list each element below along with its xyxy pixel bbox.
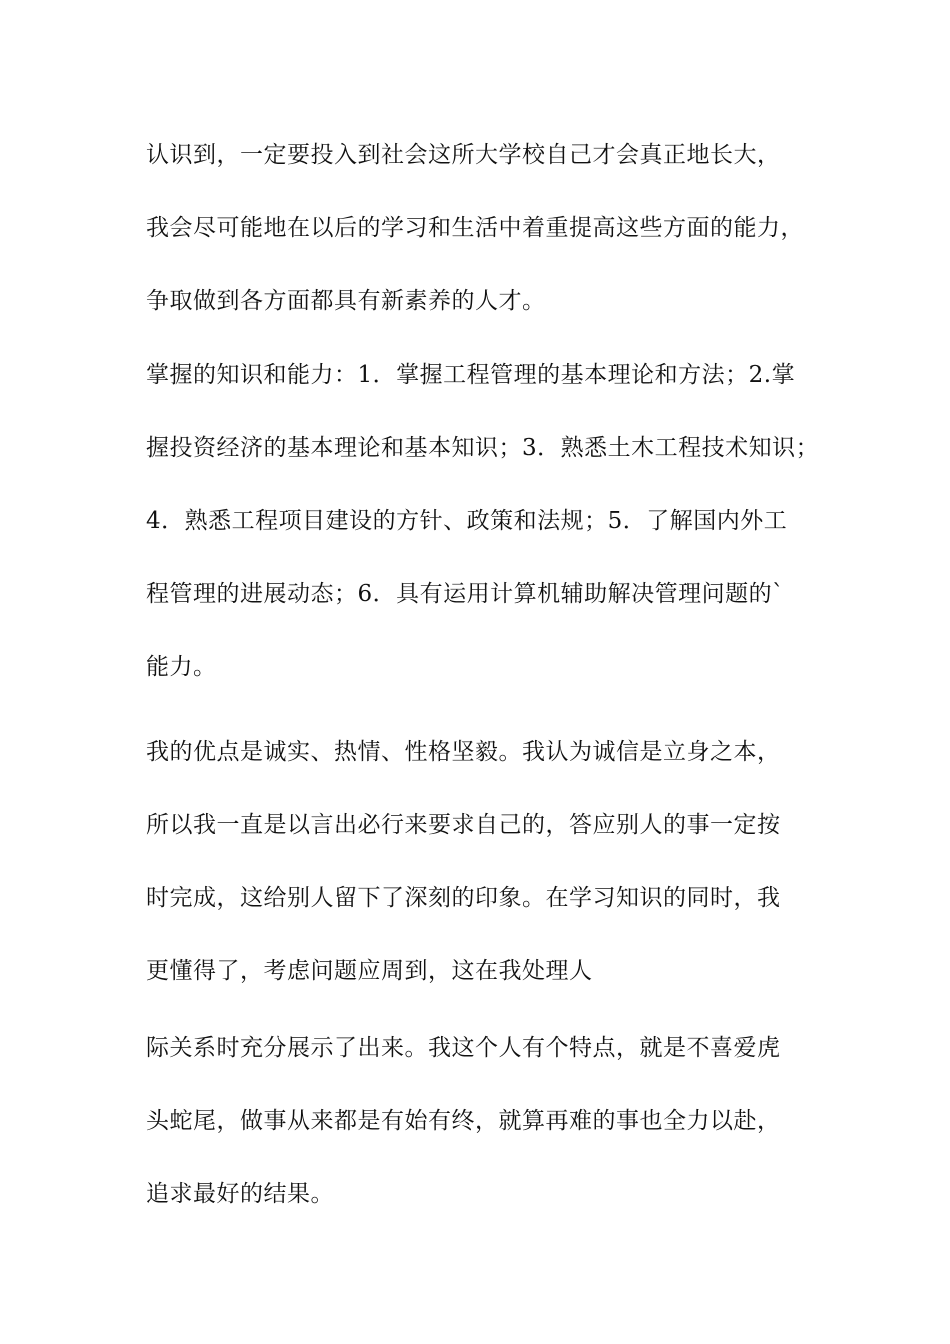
text-line: 程管理的进展动态；6．具有运用计算机辅助解决管理问题的` — [146, 581, 785, 607]
text-line: 能力。 — [146, 654, 217, 680]
text-line: 握投资经济的基本理论和基本知识；3．熟悉土木工程技术知识； — [146, 435, 820, 461]
text-line: 4．熟悉工程项目建设的方针、政策和法规；5．了解国内外工 — [146, 508, 788, 534]
text-line: 争取做到各方面都具有新素养的人才。 — [146, 288, 546, 314]
text-line: 我的优点是诚实、热情、性格坚毅。我认为诚信是立身之本， — [146, 739, 781, 765]
text-line: 追求最好的结果。 — [146, 1181, 334, 1207]
text-line: 头蛇尾，做事从来都是有始有终，就算再难的事也全力以赴， — [146, 1108, 781, 1134]
text-line: 时完成，这给别人留下了深刻的印象。在学习知识的同时，我 — [146, 885, 781, 911]
text-line: 掌握的知识和能力：1．掌握工程管理的基本理论和方法；2.掌 — [146, 362, 796, 388]
text-line: 际关系时充分展示了出来。我这个人有个特点，就是不喜爱虎 — [146, 1035, 781, 1061]
text-line: 所以我一直是以言出必行来要求自己的，答应别人的事一定按 — [146, 812, 781, 838]
text-line: 更懂得了，考虑问题应周到，这在我处理人 — [146, 958, 593, 984]
text-line: 认识到，一定要投入到社会这所大学校自己才会真正地长大， — [146, 142, 781, 168]
text-line: 我会尽可能地在以后的学习和生活中着重提高这些方面的能力， — [146, 215, 804, 241]
